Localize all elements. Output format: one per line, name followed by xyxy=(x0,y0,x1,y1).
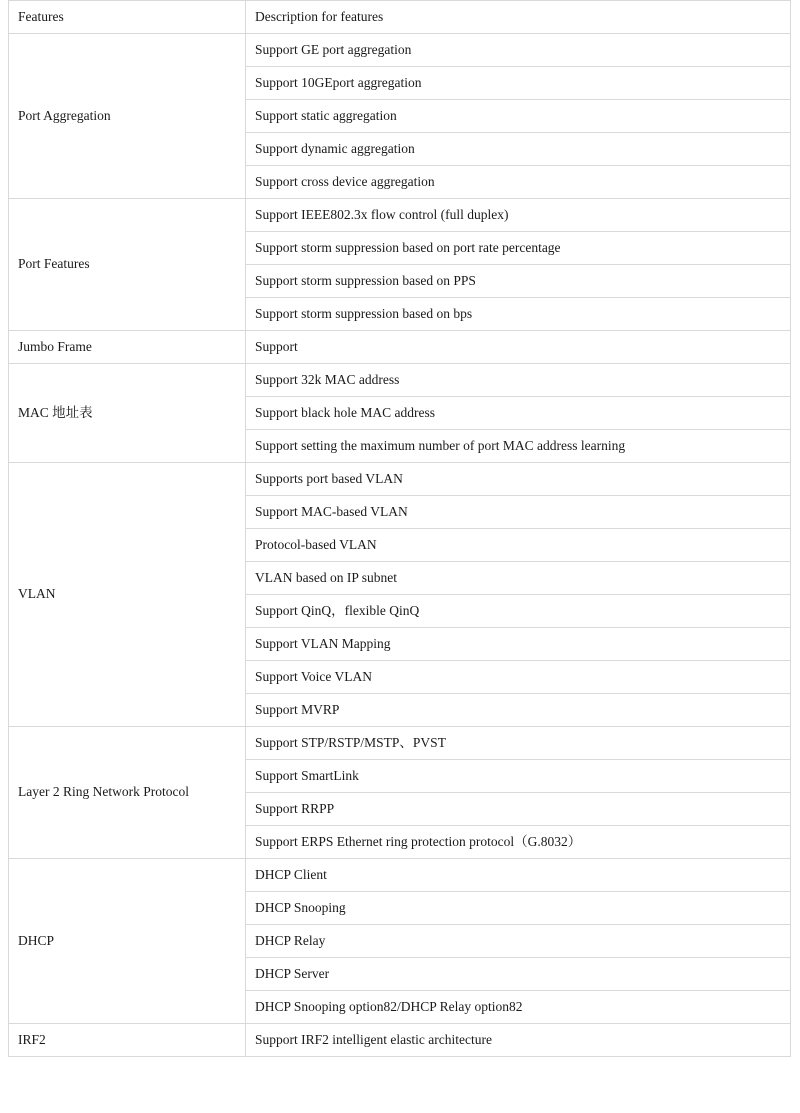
feature-description-cell: Support MAC-based VLAN xyxy=(246,496,791,529)
feature-description-cell: Support cross device aggregation xyxy=(246,166,791,199)
table-row xyxy=(9,859,791,892)
feature-description-cell: Support RRPP xyxy=(246,793,791,826)
feature-description-cell: DHCP Snooping xyxy=(246,892,791,925)
feature-description-cell: Support Voice VLAN xyxy=(246,661,791,694)
feature-description-cell: Support dynamic aggregation xyxy=(246,133,791,166)
feature-description-cell: Support QinQ，flexible QinQ xyxy=(246,595,791,628)
feature-description-cell: VLAN based on IP subnet xyxy=(246,562,791,595)
feature-description-cell: Support MVRP xyxy=(246,694,791,727)
feature-description-cell: Support SmartLink xyxy=(246,760,791,793)
table-row xyxy=(9,331,791,364)
feature-name-cell: VLAN xyxy=(9,463,246,727)
table-row xyxy=(9,463,791,496)
feature-description-cell: Support VLAN Mapping xyxy=(246,628,791,661)
feature-description-cell: DHCP Server xyxy=(246,958,791,991)
feature-description-cell: Support setting the maximum number of port MAC address learning xyxy=(246,430,791,463)
feature-description-cell: Support black hole MAC address xyxy=(246,397,791,430)
feature-name-cell: Jumbo Frame xyxy=(9,331,246,364)
column-header-features: Features xyxy=(9,1,246,34)
table-row xyxy=(9,727,791,760)
feature-description-cell: Support STP/RSTP/MSTP、PVST xyxy=(246,727,791,760)
feature-description-cell: Support storm suppression based on port rate percentage xyxy=(246,232,791,265)
table-row xyxy=(9,364,791,397)
feature-description-cell: Support storm suppression based on bps xyxy=(246,298,791,331)
table-row xyxy=(9,199,791,232)
feature-name-cell: Port Aggregation xyxy=(9,34,246,199)
column-header-description: Description for features xyxy=(246,1,791,34)
feature-name-cell: Layer 2 Ring Network Protocol xyxy=(9,727,246,859)
table-header-row xyxy=(9,1,791,34)
feature-name-cell: DHCP xyxy=(9,859,246,1024)
feature-description-cell: DHCP Client xyxy=(246,859,791,892)
feature-description-cell: DHCP Snooping option82/DHCP Relay option82 xyxy=(246,991,791,1024)
feature-specification-table xyxy=(8,0,791,1057)
feature-name-cell: MAC 地址表 xyxy=(9,364,246,463)
feature-name-cell: Port Features xyxy=(9,199,246,331)
feature-description-cell: Support IEEE802.3x flow control (full duplex) xyxy=(246,199,791,232)
feature-description-cell: Support storm suppression based on PPS xyxy=(246,265,791,298)
feature-description-cell: Support GE port aggregation xyxy=(246,34,791,67)
table-row xyxy=(9,34,791,67)
feature-description-cell: Protocol-based VLAN xyxy=(246,529,791,562)
table-row xyxy=(9,1024,791,1057)
feature-description-cell: Support xyxy=(246,331,791,364)
feature-name-cell: IRF2 xyxy=(9,1024,246,1057)
feature-description-cell: Support 32k MAC address xyxy=(246,364,791,397)
table-body xyxy=(9,1,791,1057)
feature-description-cell: Supports port based VLAN xyxy=(246,463,791,496)
feature-description-cell: Support static aggregation xyxy=(246,100,791,133)
feature-description-cell: Support IRF2 intelligent elastic architecture xyxy=(246,1024,791,1057)
feature-description-cell: Support 10GEport aggregation xyxy=(246,67,791,100)
feature-description-cell: DHCP Relay xyxy=(246,925,791,958)
feature-description-cell: Support ERPS Ethernet ring protection protocol（G.8032） xyxy=(246,826,791,859)
